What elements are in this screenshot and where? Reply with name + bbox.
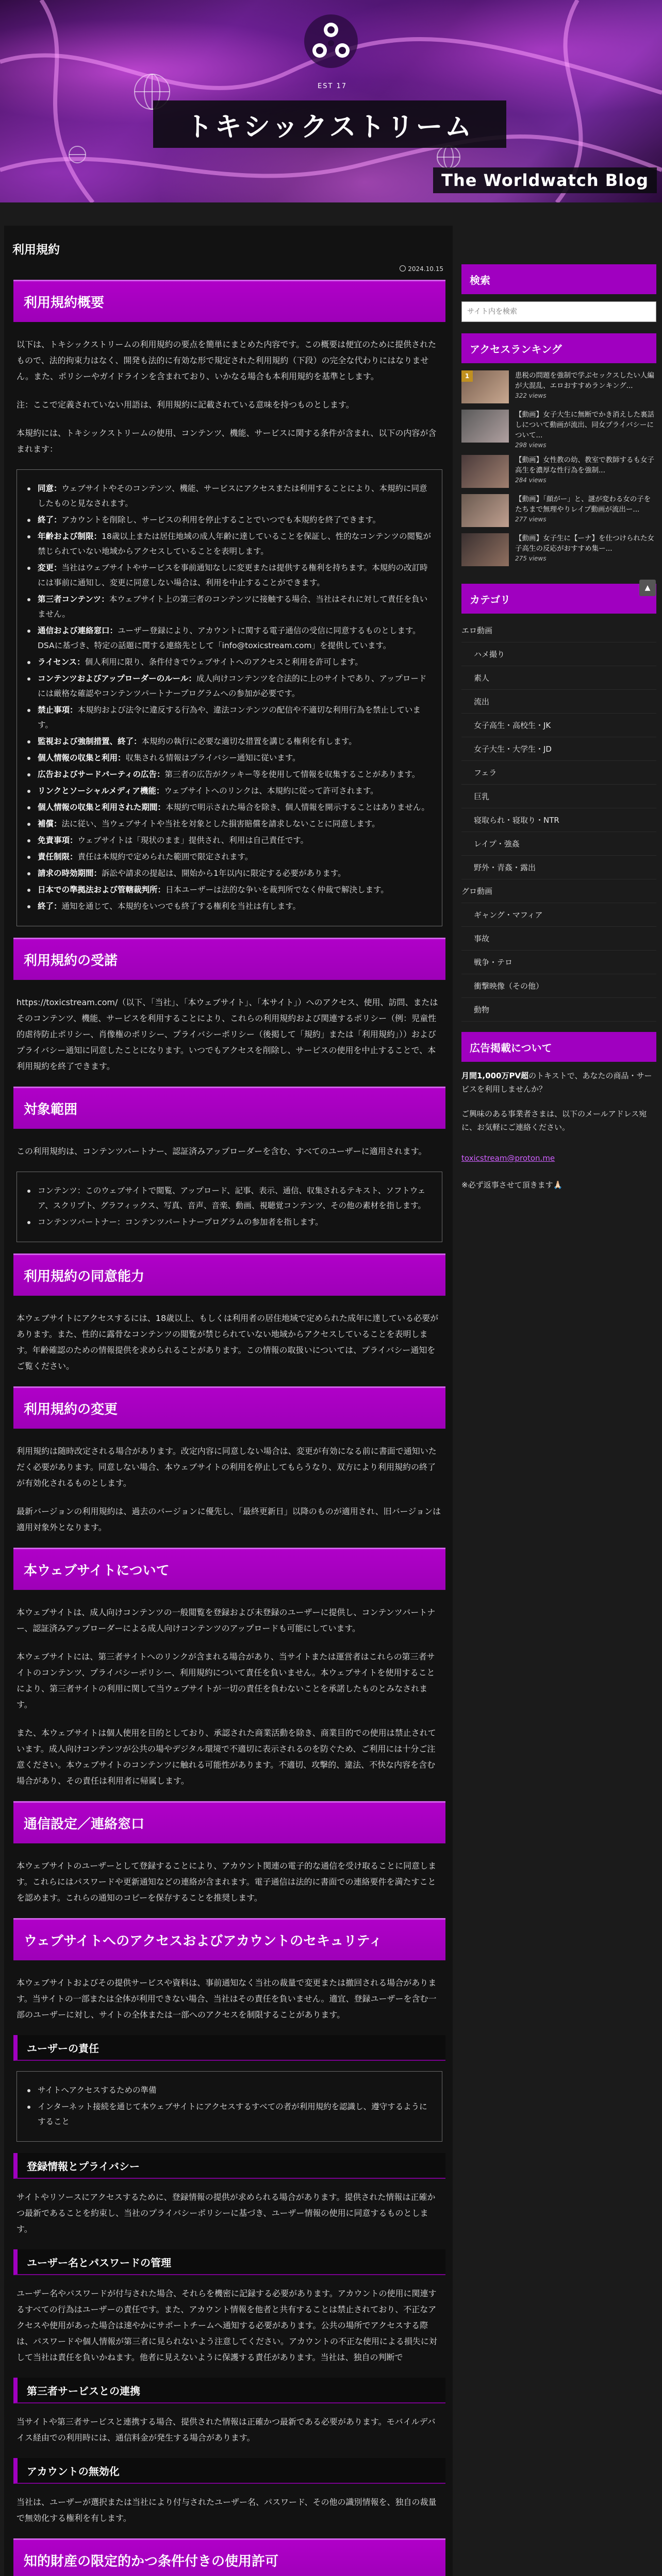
ranking-item[interactable] [461, 533, 656, 566]
category-list [461, 614, 656, 1032]
site-tagline: The Worldwatch Blog [433, 167, 657, 193]
post-date-text: 2024.10.15 [408, 265, 443, 273]
list-item: インターネット接続を通じて本ウェブサイトにアクセスするすべての者が利用規約を認識し、遵守するようにすること [38, 2099, 432, 2129]
terms-list-item [38, 833, 432, 848]
term-value: 本規約で明示された場合を除き、個人情報を開示することはありません。 [166, 803, 429, 812]
search-widget [461, 294, 656, 333]
category-item[interactable]: ハメ撮り [461, 642, 656, 666]
ranking-item[interactable] [461, 370, 656, 403]
section-heading-about: 本ウェブサイトについて [13, 1548, 445, 1590]
main-content [4, 226, 453, 2576]
terms-list-item [38, 592, 432, 622]
term-value: 18歳以上または居住地域の成人年齢に達していることを保証し、性的なコンテンツの閲覧が禁じられていない地域からアクセスしていることを表明します。 [38, 532, 431, 556]
search-widget-heading: 検索 [461, 264, 656, 294]
sidebar [461, 264, 656, 1202]
ranking-text [515, 370, 656, 403]
ranking-text [515, 533, 656, 566]
section-heading-contact: 通信設定／連絡窓口 [13, 1801, 445, 1843]
term-value: 日本ユーザーは法的な争いを裁判所でなく仲裁で解決します。 [166, 885, 389, 894]
category-item[interactable]: フェラ [461, 761, 656, 785]
category-item[interactable]: 寝取られ・寝取り・NTR [461, 808, 656, 832]
category-item[interactable]: 巨乳 [461, 785, 656, 808]
ranking-item[interactable] [461, 494, 656, 527]
category-item[interactable]: エロ動画 [461, 619, 656, 642]
term-key: 責任制限： [38, 852, 78, 861]
term-key: 日本での準拠法および管轄裁判所： [38, 885, 166, 894]
paragraph: 本ウェブサイトには、第三者サイトへのリンクが含まれる場合があり、当サイトまたは運営者はこれらの第三者サイトのコンテンツ、プライバシーポリシー、利用規約について責任を負いません。本ウェブサイトを使用することにより、第三者サイトの利用に関して当ウェブサイトが一切の責任を負わないことを承諾したものとみなされます。 [16, 1652, 435, 1709]
term-key: 第三者コンテンツ： [38, 595, 109, 604]
term-value: 責任は本規約で定められた範囲で限定されます。 [77, 852, 253, 861]
paragraph: ユーザー名やパスワードが付与された場合、それらを機密に記録する必要があります。アカウントの使用に関連するすべての行為はユーザーの責任です。また、アカウント情報を他者と共有することは禁止されており、不正なアクセスや使用があった場合は速やかにサポートチームへ通知する必要があります。公共の場所でアクセスする際は、パスワードや個人情報が第三者に見られないよう注意してください。アカウントの不正な使用による損失に対して当社は責任を負いかねます。他者に見えないように保護する責任があります。当社は、独自の判断で [16, 2289, 437, 2362]
ad-email-link[interactable]: toxicstream@proton.me [461, 1154, 555, 1163]
term-key: 同意： [38, 484, 62, 493]
ad-widget [461, 1062, 656, 1202]
term-value: 通知を通じて、本規約をいつでも終了する権利を当社は有します。 [61, 902, 301, 911]
ranking-views: 275 views [515, 555, 547, 562]
section-heading-intellectual-property: 知的財産の限定的かつ条件付きの使用許可 [13, 2538, 445, 2576]
term-value: 成人向けコンテンツを合法的に上のサイトであり、アップロードには厳格な確認やコンテンツパートナープログラムへの参加が必要です。 [38, 674, 427, 698]
term-value: 当社はウェブサイトやサービスを事前通知なしに変更または提供する権利を持ちます。本規約の改訂時には事前に通知し、変更に同意しない場合は、利用を中止することができます。 [38, 563, 428, 587]
site-logo[interactable] [153, 100, 506, 148]
terms-list-item [38, 767, 432, 782]
paragraph: 本ウェブサイトおよびその提供サービスや資料は、事前通知なく当社の裁量で変更または撤回される場合があります。当サイトの一部または全体が利用できない場合、当社はその責任を負いません。適宜、登録ユーザーを含む一部のユーザーに対し、サイトの全体または一部へのアクセスを制限することがあります。 [16, 1978, 437, 2020]
subheading-password: ユーザー名とパスワードの管理 [13, 2249, 445, 2275]
post-date [10, 265, 443, 273]
term-value: 第三者の広告がクッキー等を使用して情報を収集することがあります。 [164, 770, 420, 779]
ranking-thumbnail[interactable] [461, 455, 509, 488]
category-item[interactable]: 女子大生・大学生・JD [461, 737, 656, 761]
ranking-thumbnail[interactable] [461, 533, 509, 566]
ranking-item[interactable] [461, 455, 656, 488]
paragraph: 当サイトや第三者サービスと連携する場合、提供された情報は正確かつ最新である必要があります。モバイルデバイス経由での利用時には、通信料金が発生する場合があります。 [16, 2417, 436, 2443]
category-item[interactable]: レイプ・強姦 [461, 832, 656, 856]
terms-list-item [38, 800, 432, 815]
list-item: コンテンツ：このウェブサイトで閲覧、アップロード、記事、表示、通信、収集されるテキスト、ソフトウェア、スクリプト、グラフィックス、写真、音声、音楽、動画、視聴覚コンテンツ、その他の素材を指します。 [38, 1183, 432, 1213]
term-value: ウェブサイトやそのコンテンツ、機能、サービスにアクセスまたは利用することにより、本規約に同意したものと見なされます。 [38, 484, 427, 508]
paragraph: 最新バージョンの利用規約は、過去のバージョンに優先し、「最終更新日」以降のものが適用され、旧バージョンは適用対象外となります。 [16, 1506, 441, 1532]
ad-reply-note: ※必ず返事させて頂きます🙏🏻 [461, 1180, 563, 1190]
category-widget-heading: カテゴリ [461, 584, 656, 614]
ad-highlight: 月間1,000万PV超 [461, 1071, 529, 1080]
terms-list-item [38, 899, 432, 914]
paragraph: この利用規約は、コンテンツパートナー、認証済みアップローダーを含む、すべてのユーザーに適用されます。 [16, 1146, 427, 1156]
term-key: 終了： [38, 515, 62, 524]
category-item[interactable]: 事故 [461, 927, 656, 951]
terms-list-item [38, 513, 432, 528]
term-key: 広告およびサードパーティの広告： [38, 770, 165, 779]
list-item: コンテンツパートナー：コンテンツパートナープログラムの参加者を指します。 [38, 1215, 432, 1230]
terms-list-item [38, 481, 432, 511]
user-responsibility-list [16, 2071, 442, 2142]
ranking-views: 322 views [515, 392, 547, 399]
ad-instructions: ご興味のある事業者さまは、以下のメールアドレス宛に、お気軽にご連絡ください。 [461, 1109, 647, 1132]
term-key: 個人情報の収集と利用された期間： [38, 803, 166, 812]
term-key: リンクとソーシャルメディア機能： [38, 786, 164, 795]
ranking-list [461, 363, 656, 584]
ranking-thumbnail[interactable] [461, 494, 509, 527]
category-item[interactable]: 衝撃映像（その他） [461, 974, 656, 998]
rank-badge: 1 [461, 370, 473, 382]
subheading-registration: 登録情報とプライバシー [13, 2153, 445, 2179]
ad-widget-heading: 広告掲載について [461, 1032, 656, 1062]
terms-list-item [38, 751, 432, 766]
category-item[interactable]: 素人 [461, 666, 656, 690]
category-item[interactable]: 流出 [461, 690, 656, 714]
term-value: 法に従い、当ウェブサイトや当社を対象とした損害賠償を請求しないことに同意します。 [61, 819, 380, 828]
category-item[interactable]: グロ動画 [461, 879, 656, 903]
ranking-views: 284 views [515, 477, 547, 484]
terms-list-item [38, 623, 432, 653]
terms-list-item [38, 734, 432, 749]
terms-list-item [38, 655, 432, 670]
chevron-up-icon: ▲ [644, 584, 651, 592]
category-item[interactable]: 女子高生・高校生・JK [461, 714, 656, 737]
category-item[interactable]: 動物 [461, 998, 656, 1022]
ranking-views: 277 views [515, 516, 547, 523]
term-value: 本規約および法令に違反する行為や、違法コンテンツの配信や不適切な利用行為を禁止しています。 [38, 705, 421, 730]
category-item[interactable]: 戦争・テロ [461, 951, 656, 974]
paragraph: 以下は、トキシックストリームの利用規約の要点を簡単にまとめた内容です。この概要は便宜のために提供されたもので、法的拘束力はなく、開発も法的に有効な形で規定された利用規約（下段）の完全な代わりにはなりません。また、ポリシーやガイドラインを含まれており、いかなる場合も本利用規約を基準とします。 [16, 340, 437, 381]
term-key: コンテンツおよびアップローダーのルール： [38, 674, 196, 683]
ranking-text [515, 455, 656, 488]
terms-list-item [38, 784, 432, 799]
category-item[interactable]: 野外・青姦・露出 [461, 856, 656, 879]
section-heading-overview: 利用規約概要 [13, 280, 445, 322]
terms-list-item [38, 561, 432, 590]
term-value: ウェブサイトは「現状のまま」提供され、利用は自己責任です。 [77, 836, 309, 845]
terms-list-item [38, 529, 432, 559]
page-title: 利用規約 [12, 243, 60, 257]
terms-list-item [38, 866, 432, 881]
term-value: 収集される情報はプライバシー通知に従います。 [125, 753, 301, 762]
section-heading-security: ウェブサイトへのアクセスおよびアカウントのセキュリティ [13, 1918, 445, 1960]
term-value: 個人利用に限り、条件付きでウェブサイトへのアクセスと利用を許可します。 [85, 657, 363, 667]
subheading-account-disable: アカウントの無効化 [13, 2458, 445, 2484]
paragraph: また、本ウェブサイトは個人使用を目的としており、承認された商業活動を除き、商業目的での使用は禁止されています。成人向けコンテンツが公共の場やデジタル環境で不適切に表示されるのを防ぐため、ご利用には十分ご注意ください。本ウェブサイトのコンテンツに触れる可能性があります。不適切、攻撃的、違法、不快な内容を含む場合があり、その責任は利用者に帰属します。 [16, 1728, 436, 1786]
list-item: サイトへアクセスするための準備 [38, 2083, 432, 2098]
term-key: 年齢および制限： [38, 532, 102, 541]
ranking-views: 298 views [515, 442, 547, 449]
term-key: 補償： [38, 819, 62, 828]
scroll-to-top-button[interactable] [639, 580, 656, 596]
ranking-title-link[interactable]: 【動画】女子大生に無断でかき消えした裏話しについて動画が流出、同女プライバシーについて... [515, 411, 654, 439]
ranking-title-link[interactable]: 患税の問題を強制で学ぶセックスしたい人編が大混乱、エロおすすめランキング... [515, 371, 654, 390]
paragraph: https://toxicstream.com/（以下、「当社」、「本ウェブサイト」、「本サイト」）へのアクセス、使用、訪問、またはそのコンテンツ、機能、サービスを利用することにより、これらの利用規約および関連するポリシー（例：児童性的虐待防止ポリシー、肖像権のポリシー、プライバシーポリシー（後掲して「規約」または「利用規約」））およびプライバシー通知に同意したことになります。いつでもアクセスを削除し、サービスの使用を中止することで、本利用規約を終了できます。 [16, 997, 438, 1071]
ranking-text [515, 410, 656, 449]
ad-intro [461, 1069, 656, 1096]
ranking-title-link[interactable]: 【動画】女性教の幼、教室で教師するも女子高生を濃厚な性行為を強制... [515, 456, 654, 474]
term-key: 変更： [38, 563, 62, 572]
term-value: ウェブサイトへのリンクは、本規約に従って許可されます。 [164, 786, 378, 795]
term-key: 免責事項： [38, 836, 78, 845]
paragraph: 本ウェブサイトにアクセスするには、18歳以上、もしくは利用者の居住地域で定められた成年に達している必要があります。また、性的に露骨なコンテンツの閲覧が禁じられていない地域からアクセスしていることを表明します。年齢確認のための情報提供を求められることがあります。この情報の取扱いについては、プライバシー通知をご覧ください。 [16, 1313, 439, 1371]
term-key: 終了： [38, 902, 62, 911]
ranking-title-link[interactable]: 【動画】「顔がー」と、謎が変わる女の子をたちまで無理やりレイプ動画が流出ー... [515, 495, 651, 514]
term-key: 監視および強制措置、終了： [38, 737, 142, 746]
paragraph: サイトやリソースにアクセスするために、登録情報の提供が求められる場合があります。提供された情報は正確かつ最新であることを約束し、当社のプライバシーポリシーに基づき、ユーザー情報の使用に同意するものとします。 [16, 2192, 436, 2234]
term-key: 個人情報の収集と利用： [38, 753, 126, 762]
paragraph: 注：ここで定義されていない用語は、利用規約に記載されている意味を持つものとします。 [16, 400, 354, 410]
paragraph: 利用規約は随時改定される場合があります。改定内容に同意しない場合は、変更が有効になる前に書面で通知いただく必要があります。同意しない場合、本ウェブサイトの利用を停止してもらうなり、双方により利用規約の終了が有効化されるものとします。 [16, 1446, 437, 1488]
term-value: 訴訟や請求の提起は、開始から1年以内に限定する必要があります。 [102, 869, 346, 878]
term-value: アカウントを削除し、サービスの利用を停止することでいつでも本規約を終了できます。 [61, 515, 381, 524]
paragraph: 本ウェブサイトのユーザーとして登録することにより、アカウント関連の電子的な通信を受け取ることに同意します。これらにはパスワードや更新通知などの連絡が含まれます。電子通信は法的に書面での連絡要件を満たすことを認めます。これらの通知のコピーを保存することを推奨します。 [16, 1861, 437, 1903]
terms-list-item [38, 671, 432, 701]
term-key: 請求の時効期間： [38, 869, 102, 878]
ad-intro-rest: のトキストで、あなたの商品・サービスを利用しませんか？ [461, 1071, 652, 1094]
terms-summary-list [16, 469, 442, 926]
site-title[interactable]: トキシックストリーム [186, 111, 474, 143]
section-heading-scope: 対象範囲 [13, 1087, 445, 1129]
term-key: ライセンス： [38, 657, 85, 667]
subheading-third-party: 第三者サービスとの連携 [13, 2378, 445, 2403]
paragraph: 本規約には、トキシックストリームの使用、コンテンツ、機能、サービスに関する条件が含まれ、以下の内容が含まれます： [16, 428, 437, 454]
clock-icon [400, 265, 406, 272]
ranking-text [515, 494, 656, 527]
term-key: 通信および連絡窓口： [38, 626, 118, 635]
terms-list-item [38, 817, 432, 832]
paragraph: 当社は、ユーザーが選択または当社により付与されたユーザー名、パスワード、その他の識別情報を、独自の裁量で無効化する権利を有します。 [16, 2497, 437, 2523]
term-value: 本ウェブサイト上の第三者のコンテンツに接触する場合、当社はそれに対して責任を負いません。 [38, 595, 428, 619]
terms-list-item [38, 703, 432, 733]
terms-list-item [38, 883, 432, 897]
est-label: EST 17 [318, 82, 347, 90]
ranking-thumbnail[interactable] [461, 410, 509, 443]
paragraph: 本ウェブサイトは、成人向けコンテンツの一般閲覧を登録および未登録のユーザーに提供し、コンテンツパートナー、認証済みアップローダーによる成人向けコンテンツのアップロードも可能にしています。 [16, 1607, 436, 1633]
subheading-user-responsibility: ユーザーの責任 [13, 2035, 445, 2061]
section-heading-acceptance: 利用規約の受諾 [13, 938, 445, 980]
term-value: ユーザー登録により、アカウントに関する電子通信の受信に同意するものとします。DSAに基づき、特定の話題に関する連絡先として「info@toxicstream.com」を提供しています。 [38, 626, 421, 650]
terms-list-item [38, 850, 432, 865]
ranking-thumbnail[interactable] [461, 370, 509, 403]
term-value: 本規約の執行に必要な適切な措置を講じる権利を有します。 [141, 737, 357, 746]
category-item[interactable]: ギャング・マフィア [461, 903, 656, 927]
scope-list [16, 1172, 442, 1242]
term-key: 禁止事項： [38, 705, 78, 715]
section-heading-changes: 利用規約の変更 [13, 1386, 445, 1429]
ranking-widget-heading: アクセスランキング [461, 333, 656, 363]
search-input[interactable] [461, 301, 656, 322]
section-heading-consent: 利用規約の同意能力 [13, 1253, 445, 1296]
site-header [0, 0, 662, 202]
ranking-title-link[interactable]: 【動画】女子生に【ーナ】を仕つけられた女子高生の反応がおすすめ集ー... [515, 534, 654, 553]
ranking-item[interactable] [461, 410, 656, 449]
